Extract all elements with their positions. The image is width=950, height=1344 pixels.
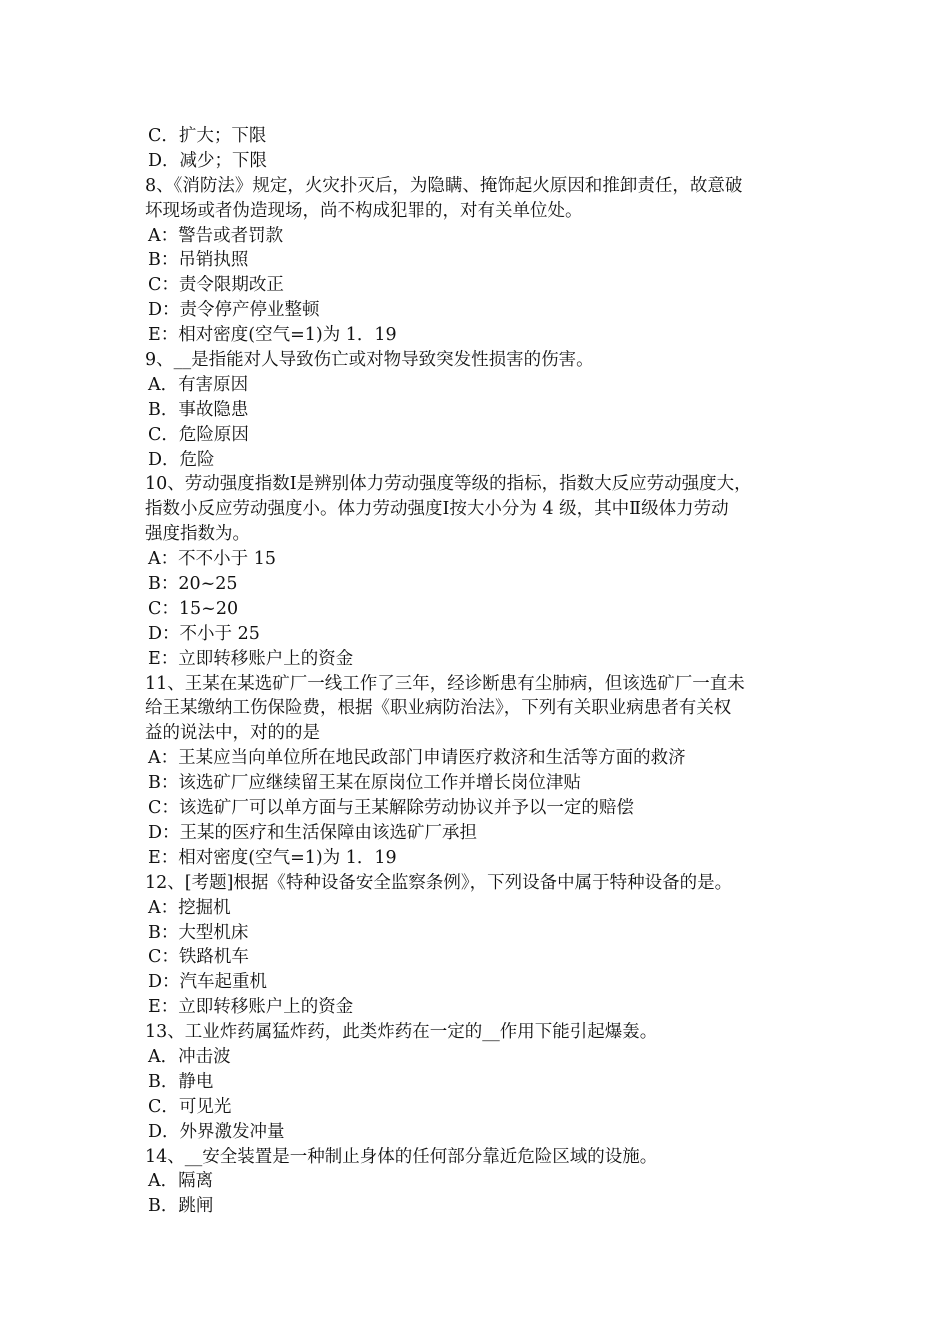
answer-option: D：责令停产停业整顿 [148, 300, 320, 321]
answer-option: A．隔离 [148, 1171, 214, 1192]
answer-option: C：15~20 [148, 598, 239, 619]
answer-option: E：立即转移账户上的资金 [148, 648, 354, 669]
answer-option: C．扩大；下限 [148, 126, 267, 146]
answer-option: E：立即转移账户上的资金 [148, 997, 354, 1018]
answer-option: B．事故隐患 [148, 399, 249, 420]
answer-option: A：警告或者罚款 [148, 225, 284, 246]
question-text: 12、[考题]根据《特种设备安全监察条例》，下列设备中属于特种设备的是。 [145, 872, 733, 893]
answer-option: A：不不小于 15 [148, 549, 276, 570]
answer-option: D：汽车起重机 [148, 972, 268, 993]
answer-option: D．减少；下限 [148, 150, 268, 171]
answer-option: C：该选矿厂可以单方面与王某解除劳动协议并予以一定的赔偿 [148, 798, 634, 819]
answer-option: B：大型机床 [148, 922, 249, 943]
question-text: 8、《消防法》规定，火灾扑灭后，为隐瞒、掩饰起火原因和推卸责任，故意破 [145, 175, 743, 196]
answer-option: C．危险原因 [148, 424, 249, 445]
question-text: 10、劳动强度指数Ⅰ是辨别体力劳动强度等级的指标，指数大反应劳动强度大， [145, 474, 752, 495]
answer-option: D：王某的医疗和生活保障由该选矿厂承担 [148, 822, 478, 843]
answer-option: E：相对密度(空气=1)为 1．19 [148, 325, 397, 346]
answer-option: B：吊销执照 [148, 250, 249, 271]
question-text: 益的说法中，对的的是 [145, 723, 320, 744]
answer-option: A．有害原因 [148, 374, 249, 395]
answer-option: A：挖掘机 [148, 897, 231, 918]
question-text: 给王某缴纳工伤保险费，根据《职业病防治法》，下列有关职业病患者有关权 [145, 698, 732, 719]
answer-option: B．跳闸 [148, 1196, 214, 1217]
answer-option: B：该选矿厂应继续留王某在原岗位工作并增长岗位津贴 [148, 773, 581, 794]
answer-option: C：责令限期改正 [148, 275, 284, 296]
question-text: 14、__安全装置是一种制止身体的任何部分靠近危险区域的设施。 [145, 1146, 658, 1167]
question-text: 坏现场或者伪造现场，尚不构成犯罪的，对有关单位处。 [145, 200, 583, 221]
document-page [145, 124, 825, 1219]
answer-option: D：不小于 25 [148, 623, 260, 644]
answer-option: D．危险 [148, 449, 215, 470]
question-text: 指数小反应劳动强度小。体力劳动强度Ⅰ按大小分为 4 级，其中Ⅱ级体力劳动 [145, 499, 729, 520]
answer-option: A：王某应当向单位所在地民政部门申请医疗救济和生活等方面的救济 [148, 748, 686, 769]
question-text: 13、工业炸药属猛炸药，此类炸药在一定的__作用下能引起爆轰。 [145, 1022, 658, 1043]
answer-option: A．冲击波 [148, 1046, 231, 1067]
question-text: 11、王某在某选矿厂一线工作了三年，经诊断患有尘肺病，但该选矿厂一直未 [145, 673, 745, 694]
answer-option: C．可见光 [148, 1096, 232, 1117]
answer-option: E：相对密度(空气=1)为 1．19 [148, 847, 397, 868]
answer-option: B：20~25 [148, 574, 238, 595]
question-text: 9、__是指能对人导致伤亡或对物导致突发性损害的伤害。 [145, 350, 594, 371]
answer-option: B．静电 [148, 1071, 214, 1092]
question-text: 强度指数为。 [145, 524, 250, 545]
answer-option: D．外界激发冲量 [148, 1121, 285, 1142]
answer-option: C：铁路机车 [148, 947, 249, 968]
